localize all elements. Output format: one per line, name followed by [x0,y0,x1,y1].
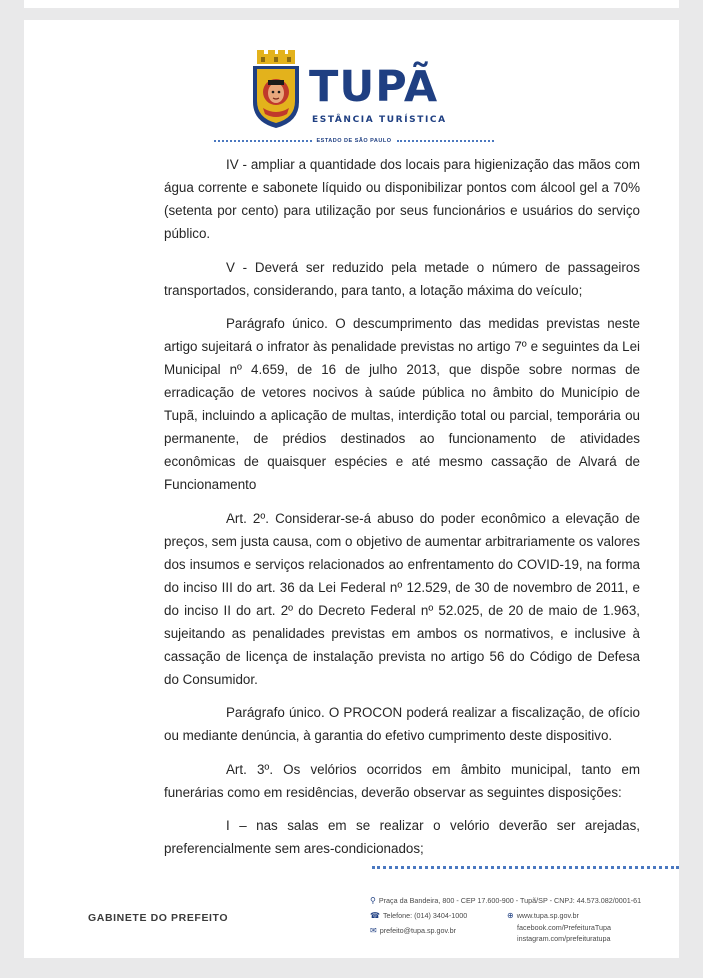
paragraph-paragrafo-unico-2: Parágrafo único. O PROCON poderá realizar a fiscalização, de ofício ou mediante denúncia, à garantia do efetivo cumprimento deste dispositivo. [164,705,640,743]
paragraph-inciso-i: I – nas salas em se realizar o velório deverão ser arejadas, preferencialmente sem ares-condicionados; [164,818,640,856]
state-label: ESTADO DE SÃO PAULO [316,138,392,144]
document-body [164,153,640,871]
paragraph-art-3: Art. 3º. Os velórios ocorridos em âmbito municipal, tanto em funerárias como em residências, deverão observar as seguintes disposições: [164,761,640,800]
phone-text: Telefone: (014) 3404-1000 [382,911,468,920]
footer-address [370,896,641,905]
dotted-rule-left [214,140,312,142]
footer-email [370,926,456,935]
footer-phone [370,911,467,920]
footer-instagram: instagram.com/prefeituratupa [517,934,611,943]
footer-website [507,911,579,920]
paragraph-art-2: Art. 2º. Considerar-se-á abuso do poder econômico a elevação de preços, sem justa causa, com o objetivo de aumentar arbitrariamente os valores dos insumos e serviços relacionados ao enfrentamento do COVID-19, na forma do inciso III do art. 36 da Lei Federal nº 12.529, de 30 de novembro de 2011, e do inciso II do art. 2º do Decreto Federal nº 52.025, de 20 de maio de 1.963, sujeitando as penalidades previstas em ambos os normativos, e inclusive à cassação de licença de instalação prevista no artigo 56 do Código de Defesa do Consumidor. [164,510,640,687]
crest-icon [251,50,301,128]
footer-facebook: facebook.com/PrefeituraTupa [517,923,612,932]
address-text: Praça da Bandeira, 800 - CEP 17.600-900 - Tupã/SP - CNPJ: 44.573.082/0001-61 [378,896,642,905]
phone-icon: ☎ [370,911,380,920]
previous-page-edge [24,0,679,8]
email-icon: ✉ [370,926,377,935]
web-icon: ⊕ [507,911,514,920]
paragraph-inciso-iv: IV - ampliar a quantidade dos locais para higienização das mãos com água corrente e sabonete líquido ou disponibilizar pontos com álcool gel a 70% (setenta por cento) para utilização por seus funcionários e usuários do serviço público. [164,157,640,241]
brand-name: TUPÃ [309,62,439,112]
email-text: prefeito@tupa.sp.gov.br [379,926,456,935]
paragraph-paragrafo-unico-1: Parágrafo único. O descumprimento das medidas previstas neste artigo sujeitará o infrator às penalidade previstas no artigo 7º e seguintes da Lei Municipal nº 4.659, de 16 de julho 2013, que dispõe sobre normas de erradicação de vetores nocivos à saúde pública no âmbito do Município de Tupã, incluindo a aplicação de multas, interdição total ou parcial, temporária ou permanente, de prédios destinados ao funcionamento de atividades econômicas de quaisquer espécies e até mesmo cassação de Alvará de Funcionamento [164,316,640,492]
document-page [24,20,679,958]
footer-dotted-rule [372,866,679,869]
dotted-rule-right [397,140,495,142]
website-text: www.tupa.sp.gov.br [516,911,579,920]
paragraph-inciso-v: V - Deverá ser reduzido pela metade o número de passageiros transportados, considerando, para tanto, a lotação máxima do veículo; [164,259,640,298]
location-icon: ⚲ [370,896,376,905]
office-name: GABINETE DO PREFEITO [88,912,229,924]
brand-subtitle: ESTÂNCIA TURÍSTICA [312,115,447,125]
state-divider [214,136,494,146]
